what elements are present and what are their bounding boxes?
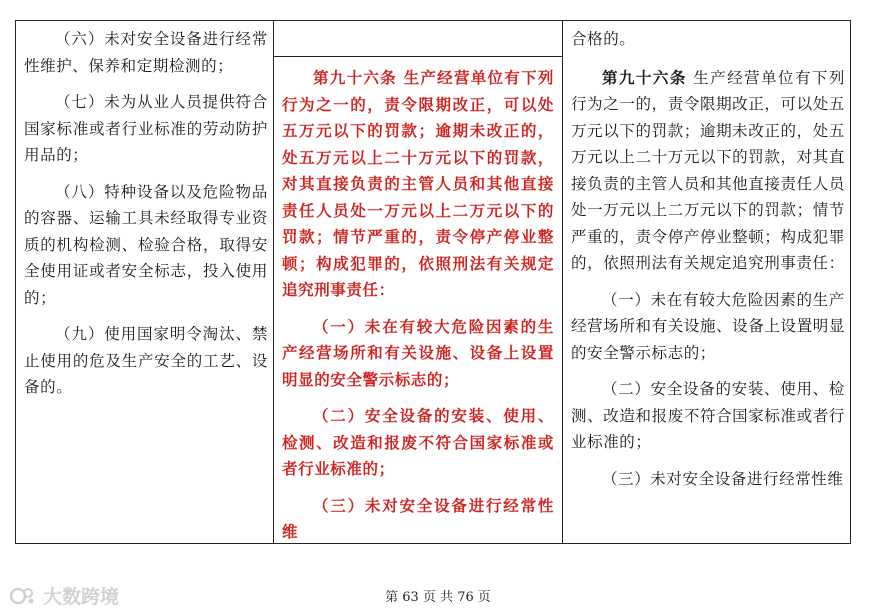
article-96-original [571, 65, 845, 277]
item-8: （八）特种设备以及危险物品的容器、运输工具未经取得专业资质的机构检测、检验合格，取得安全使用证或者安全标志，投入使用的； [24, 182, 268, 307]
comparison-table [15, 20, 851, 544]
page-number: 第 63 页 共 76 页 [385, 590, 491, 605]
clause-1: （一）未在有较大危险因素的生产经营场所和有关设施、设备上设置明显的安全警示标志的； [571, 290, 845, 362]
article-body: 生产经营单位有下列行为之一的，责令限期改正，可以处五万元以下的罚款；逾期未改正的，处五万元以上二十万元以下的罚款，对其直接负责的主管人员和其他直接责任人员处一万元以上二万元以下的罚款；情节严重的，责令停产停业整顿；构成犯罪的，依照刑法有关规定追究刑事责任： [571, 68, 845, 272]
middle-column [282, 65, 554, 546]
item-9: （九）使用国家明令淘汰、禁止使用的危及生产安全的工艺、设备的。 [24, 325, 268, 396]
row-divider [273, 56, 562, 57]
right-column [571, 21, 845, 492]
clause-3: （三）未对安全设备进行经常性维 [282, 495, 554, 541]
watermark-text: 大数跨境 [43, 586, 120, 608]
clause-1: （一）未在有较大危险因素的生产经营场所和有关设施、设备上设置明显的安全警示标志的； [282, 316, 554, 389]
article-heading: 第九十六条 [602, 67, 687, 87]
clause-3: （三）未对安全设备进行经常性维 [602, 469, 844, 488]
article-body: 生产经营单位有下列行为之一的，责令限期改正，可以处五万元以下的罚款；逾期未改正的，处五万元以上二十万元以下的罚款，对其直接负责的主管人员和其他直接责任人员处一万元以上二万元以下的罚款；情节严重的，责令停产停业整顿；构成犯罪的，依照刑法有关规定追究刑事责任： [282, 68, 554, 299]
column-divider-1 [273, 21, 274, 543]
continuation-text: 合格的。 [571, 30, 636, 48]
clause-2: （二）安全设备的安装、使用、检测、改造和报废不符合国家标准或者行业标准的； [282, 406, 554, 478]
item-6: （六）未对安全设备进行经常性维护、保养和定期检测的； [24, 30, 268, 75]
item-7: （七）未为从业人员提供符合国家标准或者行业标准的劳动防护用品的； [24, 93, 268, 164]
article-96-amended [282, 65, 554, 304]
left-column [24, 21, 268, 401]
clause-2: （二）安全设备的安装、使用、检测、改造和报废不符合国家标准或者行业标准的； [571, 380, 845, 451]
column-divider-2 [562, 21, 563, 543]
article-heading: 第九十六条 [313, 68, 397, 87]
